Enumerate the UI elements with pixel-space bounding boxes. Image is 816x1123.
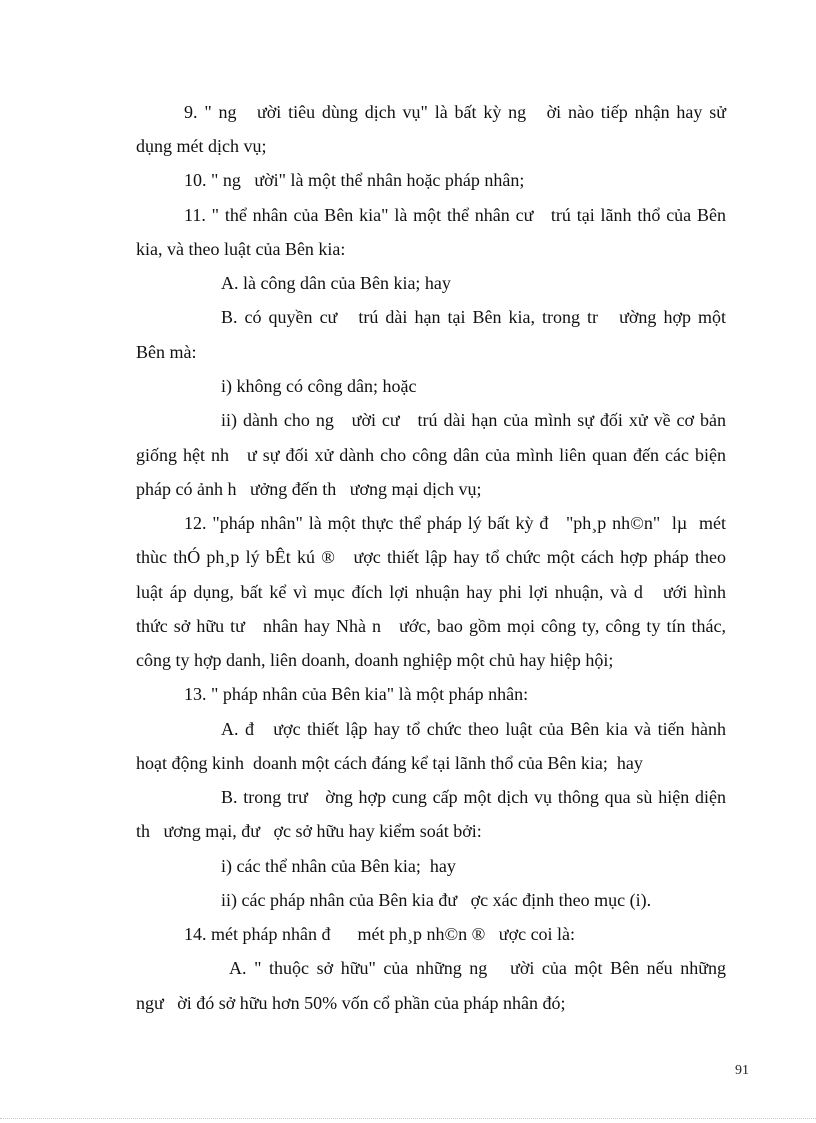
text-line: th ương mại, đư ợc sở hữu hay kiểm soát bởi:: [136, 821, 482, 841]
text-line: i) các thể nhân của Bên kia; hay: [221, 856, 456, 876]
text-line: 13. " pháp nhân của Bên kia" là một pháp nhân:: [184, 684, 529, 704]
text-line: hoạt động kinh doanh một cách đáng kể tại lãnh thổ của Bên kia; hay: [136, 753, 643, 773]
text-line: 11. " thể nhân của Bên kia" là một thể nhân cư trú tại lãnh thổ của Bên: [184, 205, 726, 225]
text-line: 10. " ng ười" là một thể nhân hoặc pháp nhân;: [184, 170, 525, 190]
text-line: A. là công dân của Bên kia; hay: [221, 273, 451, 293]
text-line: ii) dành cho ng ười cư trú dài hạn của mình sự đối xử về cơ bản: [221, 410, 726, 430]
text-line: kia, và theo luật của Bên kia:: [136, 239, 346, 259]
text-line: 12. "pháp nhân" là một thực thể pháp lý bất kỳ đ "ph¸p nh©n" lµ mét: [184, 513, 726, 533]
page-number: 91: [735, 1063, 749, 1078]
text-line: pháp có ảnh h ưởng đến th ương mại dịch vụ;: [136, 479, 482, 499]
bottom-divider: [0, 1118, 816, 1119]
text-line: B. trong trư ờng hợp cung cấp một dịch vụ thông qua sù hiện diện: [221, 787, 726, 807]
text-line: A. " thuộc sở hữu" của những ng ười của một Bên nếu những: [229, 958, 726, 978]
text-line: luật áp dụng, bất kể vì mục đích lợi nhuận hay phi lợi nhuận, và d ưới hình: [136, 582, 726, 602]
text-line: ii) các pháp nhân của Bên kia đư ợc xác định theo mục (i).: [221, 890, 652, 910]
text-line: dụng mét dịch vụ;: [136, 136, 267, 156]
text-line: B. có quyền cư trú dài hạn tại Bên kia, trong tr ường hợp một: [221, 307, 726, 327]
text-line: Bên mà:: [136, 342, 197, 362]
text-line: giống hệt nh ư sự đối xử dành cho công dân của mình liên quan đến các biện: [136, 445, 726, 465]
text-line: thùc thÓ ph¸p lý bÊt kú ® ược thiết lập hay tổ chức một cách hợp pháp theo: [136, 547, 726, 567]
text-line: ngư ời đó sở hữu hơn 50% vốn cổ phần của pháp nhân đó;: [136, 993, 566, 1013]
text-line: i) không có công dân; hoặc: [221, 376, 417, 396]
text-line: A. đ ược thiết lập hay tổ chức theo luật của Bên kia và tiến hành: [221, 719, 726, 739]
text-line: công ty hợp danh, liên doanh, doanh nghiệp một chủ hay hiệp hội;: [136, 650, 614, 670]
text-line: 9. " ng ười tiêu dùng dịch vụ" là bất kỳ ng ời nào tiếp nhận hay sử: [184, 102, 726, 122]
text-line: 14. mét pháp nhân đ mét ph¸p nh©n ® ược coi là:: [184, 924, 576, 944]
text-line: thức sở hữu tư nhân hay Nhà n ước, bao gồm mọi công ty, công ty tín thác,: [136, 616, 726, 636]
